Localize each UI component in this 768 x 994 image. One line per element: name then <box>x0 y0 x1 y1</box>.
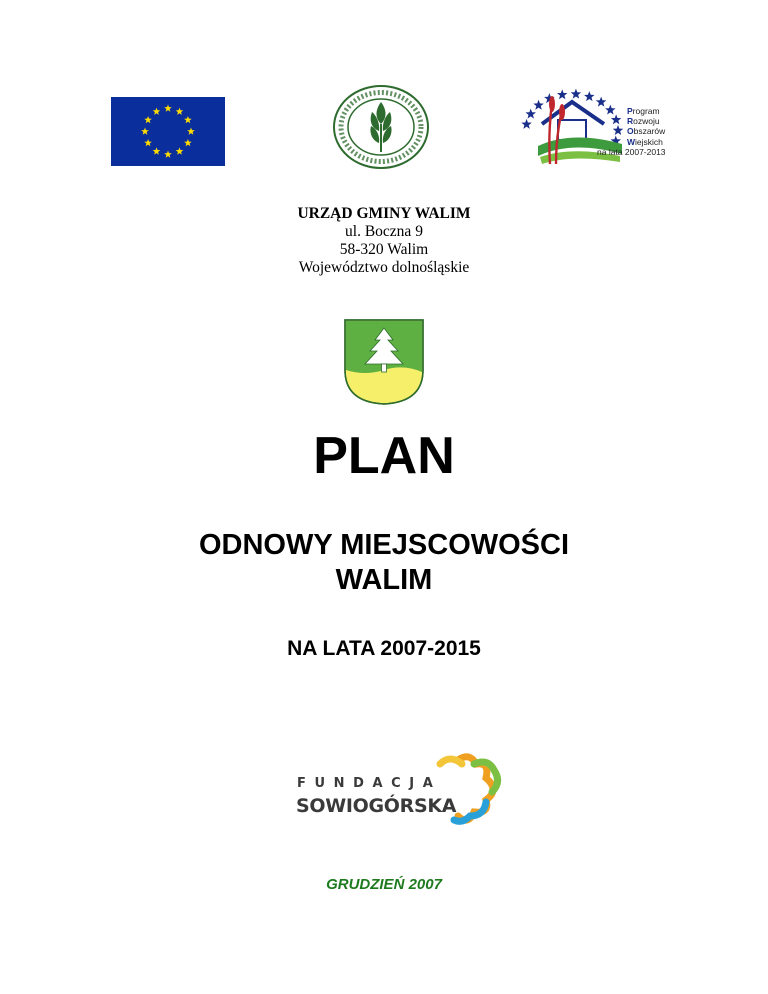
document-subtitle-line2: WALIM <box>335 564 433 596</box>
prow-star-icon <box>521 119 531 129</box>
prow-line-3: Obszarów <box>627 126 666 137</box>
office-postal: 58-320 Walim <box>339 241 429 258</box>
prow-star-icon <box>596 97 606 107</box>
prow-star-icon <box>584 91 594 101</box>
prow-star-icon <box>611 114 621 124</box>
coat-of-arms-icon <box>343 318 425 406</box>
prow-star-icon <box>613 125 623 135</box>
ministry-seal-icon <box>331 84 431 170</box>
prow-line-4: Wiejskich <box>627 136 663 147</box>
document-period: NA LATA 2007-2015 <box>287 637 481 660</box>
prow-star-icon <box>571 89 581 99</box>
office-name: URZĄD GMINY WALIM <box>297 205 471 222</box>
document-subtitle-line1: ODNOWY MIEJSCOWOŚCI <box>198 529 570 561</box>
prow-star-icon <box>557 89 567 99</box>
foundation-name: SOWIOGÓRSKA <box>296 795 457 817</box>
prow-star-icon <box>605 105 615 115</box>
prow-years: na lata 2007-2013 <box>597 147 666 157</box>
prow-logo-text <box>627 106 665 147</box>
foundation-word: FUNDACJA <box>297 776 442 791</box>
eu-flag-icon <box>111 97 225 166</box>
prow-star-icon <box>533 100 543 110</box>
prow-line-2: Rozwoju <box>627 116 660 127</box>
document-date: GRUDZIEŃ 2007 <box>326 876 442 893</box>
office-street: ul. Boczna 9 <box>345 223 423 240</box>
prow-line-1: Program <box>627 106 660 116</box>
office-region: Województwo dolnośląskie <box>298 259 470 276</box>
document-title: PLAN <box>313 427 455 485</box>
prow-star-icon <box>525 109 535 119</box>
